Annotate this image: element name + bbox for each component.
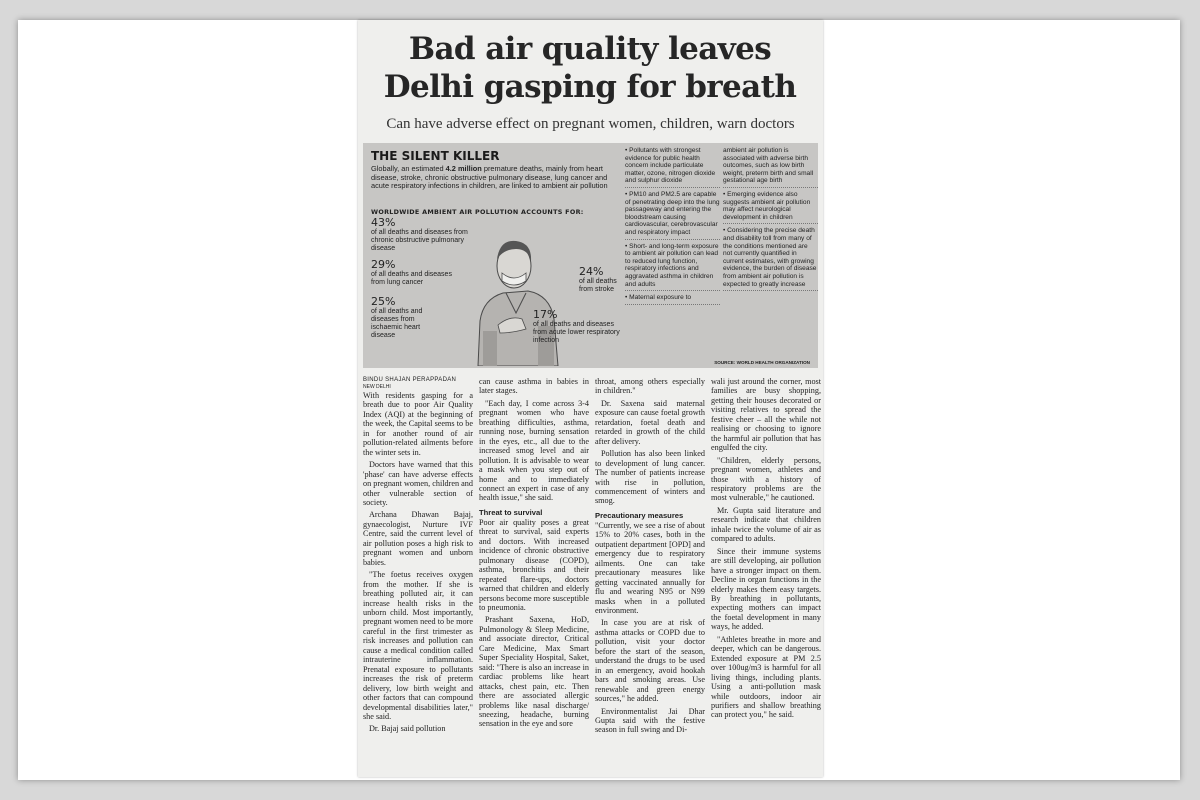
dateline: NEW DELHI bbox=[363, 384, 391, 390]
bullet-item: ambient air pollution is associated with adverse birth outcomes, such as low birth weight, preterm birth and small gestational age birth bbox=[723, 147, 818, 188]
paragraph: Poor air quality poses a great threat to survival, said experts and doctors. With increased incidence of chronic obstructive pulmonary disease (COPD), asthma, bronchitis and their repeated flare-ups, doctors warned that children and elderly persons become more susceptible to pneumonia. bbox=[479, 517, 589, 612]
stat-heart-disease: 25% of all deaths and diseases from ischaemic heart disease bbox=[371, 295, 423, 339]
paragraph: Mr. Gupta said literature and research indicate that children inhale twice the volume of air as compared to adults. bbox=[711, 505, 821, 544]
paragraph: Archana Dhawan Bajaj, gynaecologist, Nurture IVF Centre, said the current level of air pollution poses a high risk to pregnant women and unborn babies. bbox=[363, 510, 473, 567]
paragraph: Since their immune systems are still developing, air pollution have a stronger impact on them. Decline in organ functions in the elderly makes them easy targets. By breathing in pollutants, expecting mothers can impact the foetal development in many ways, he added. bbox=[711, 546, 821, 632]
accounts-for-heading: WORLDWIDE AMBIENT AIR POLLUTION ACCOUNTS FOR: bbox=[371, 208, 584, 216]
paragraph: "Each day, I come across 3-4 pregnant women who have breathing difficulties, asthma, running nose, burning sensation in the eyes, etc., all due to the increased smog level and air pollution. It is advisable to wear a mask when you step out of home and to immediately connect an expert in case of any health issue," she said. bbox=[479, 398, 589, 503]
infographic-box bbox=[363, 143, 818, 368]
paragraph: "The foetus receives oxygen from the mother. If she is breathing polluted air, it can increase health risks in the unborn child. Most importantly, pregnant women need to be more careful in the first trimester as risk increases and pollution can cause a medical condition called intrauterine inflammation. Prenatal exposure to pollutants increases the risk of preterm delivery, low birth weight and other factors that can compound developmental disabilities later," she said. bbox=[363, 570, 473, 721]
paragraph: Environmentalist Jai Dhar Gupta said with the festive season in full swing and Di- bbox=[595, 706, 705, 735]
headline: Bad air quality leaves Delhi gasping for breath bbox=[383, 31, 797, 105]
bullet-item: • Pollutants with strongest evidence for public health concern include particulate matter, ozone, nitrogen dioxide and sulphur dioxide bbox=[625, 147, 720, 188]
article-column-3 bbox=[595, 377, 705, 738]
newspaper-clipping bbox=[358, 20, 823, 777]
infographic-bullets-col1 bbox=[625, 147, 720, 308]
bullet-item: • Short- and long-term exposure to ambient air pollution can lead to reduced lung function, respiratory infections and aggravated asthma in children and adults bbox=[625, 243, 720, 292]
byline: BINDU SHAJAN PERAPPADAN bbox=[363, 377, 457, 383]
section-heading-threat: Threat to survival bbox=[479, 507, 543, 517]
bullet-item: • PM10 and PM2.5 are capable of penetrating deep into the lung passageway and entering the bloodstream causing cardiovascular, cerebrovascular and respiratory impact bbox=[625, 191, 720, 240]
paragraph: Pollution has also been linked to development of lung cancer. The number of patients increase with rise in pollution, commencement of winters and smog. bbox=[595, 449, 705, 506]
paragraph: wali just around the corner, most families are busy shopping, getting their houses decorated or visiting relatives to spread the festive cheer – all the while not realising or choosing to ignore the harmful air pollution that has engulfed the city. bbox=[711, 377, 821, 453]
article-column-2 bbox=[479, 377, 589, 732]
paragraph: With residents gasping for a breath due to poor Air Quality Index (AQI) at the beginning of the week, the Capital seems to be in for another round of air pollution-related ailments before the winter sets in. bbox=[363, 391, 473, 457]
stat-stroke: 24% of all deaths from stroke bbox=[579, 265, 617, 293]
stat-lung-cancer: 29% of all deaths and diseases from lung cancer bbox=[371, 258, 452, 286]
paragraph: Dr. Saxena said maternal exposure can cause foetal growth retardation, foetal death and retarded in growth of the child after delivery. bbox=[595, 398, 705, 446]
infographic-bullets-col2 bbox=[723, 147, 818, 294]
bullet-item: • Considering the precise death and disability toll from many of the conditions mentioned are not currently quantified in current estimates, with growing evidence, the burden of disease from ambient air pollution is expected to greatly increase bbox=[723, 227, 818, 291]
section-heading-precautionary: Precautionary measures bbox=[595, 510, 684, 520]
paragraph: "Currently, we see a rise of about 15% to 20% cases, both in the outpatient department [OPD] and emergency due to respiratory ailments. One can take precautionary measures like getting vaccinated annually for flu and wearing N95 or N99 masks when in a polluted environment. bbox=[595, 520, 705, 615]
infographic-title: THE SILENT KILLER bbox=[371, 149, 500, 163]
paragraph: Dr. Bajaj said pollution bbox=[369, 724, 446, 734]
infographic-source: SOURCE: WORLD HEALTH ORGANIZATION bbox=[714, 360, 810, 365]
stat-copd: 43% of all deaths and diseases from chronic obstructive pulmonary disease bbox=[371, 216, 468, 252]
article-column-4 bbox=[711, 377, 821, 723]
paragraph: throat, among others especially in children." bbox=[595, 377, 705, 396]
bullet-item: • Emerging evidence also suggests ambient air pollution may affect neurological development in children bbox=[723, 191, 818, 224]
paragraph: In case you are at risk of asthma attacks or COPD due to pollution, visit your doctor before the start of the season, understand the drugs to be used in an emergency, avoid hookah bars and smoking areas. Use renewable and green energy sources," he added. bbox=[595, 618, 705, 704]
infographic-intro: Globally, an estimated 4.2 million premature deaths, mainly from heart disease, stroke, chronic obstructive pulmonary disease, lung cancer and acute respiratory infections in children, are linked to ambient air pollution bbox=[371, 164, 608, 191]
bullet-item: • Maternal exposure to bbox=[625, 294, 720, 305]
paragraph: "Children, elderly persons, pregnant women, athletes and those with a history of respiratory problems are the most vulnerable," he cautioned. bbox=[711, 455, 821, 503]
subheadline: Can have adverse effect on pregnant women, children, warn doctors bbox=[386, 116, 795, 132]
stat-respiratory-infection: 17% of all deaths and diseases from acute lower respiratory infection bbox=[533, 308, 620, 344]
article-column-1 bbox=[363, 377, 473, 737]
paragraph: can cause asthma in babies in later stages. bbox=[479, 377, 589, 396]
paragraph: Prashant Saxena, HoD, Pulmonology & Sleep Medicine, and associate director, Critical Care Medicine, Max Smart Super Speciality Hospital, Saket, said: "There is also an increase in cardiac problems like heart attacks, chest pain, etc. Then there are associated allergic problems like nasal discharge/ sneezing, headache, burning sensation in the eye and sore bbox=[479, 615, 589, 729]
paragraph: Doctors have warned that this 'phase' can have adverse effects on pregnant women, children and other vulnerable section of society. bbox=[363, 460, 473, 507]
paragraph: "Athletes breathe in more and deeper, which can be dangerous. Extended exposure at PM 2.5 over 100ug/m3 is harmful for all living things, including plants. Using a anti-pollution mask while outdoors, indoor air purifiers and shallow breathing can protect you," he said. bbox=[711, 634, 821, 720]
